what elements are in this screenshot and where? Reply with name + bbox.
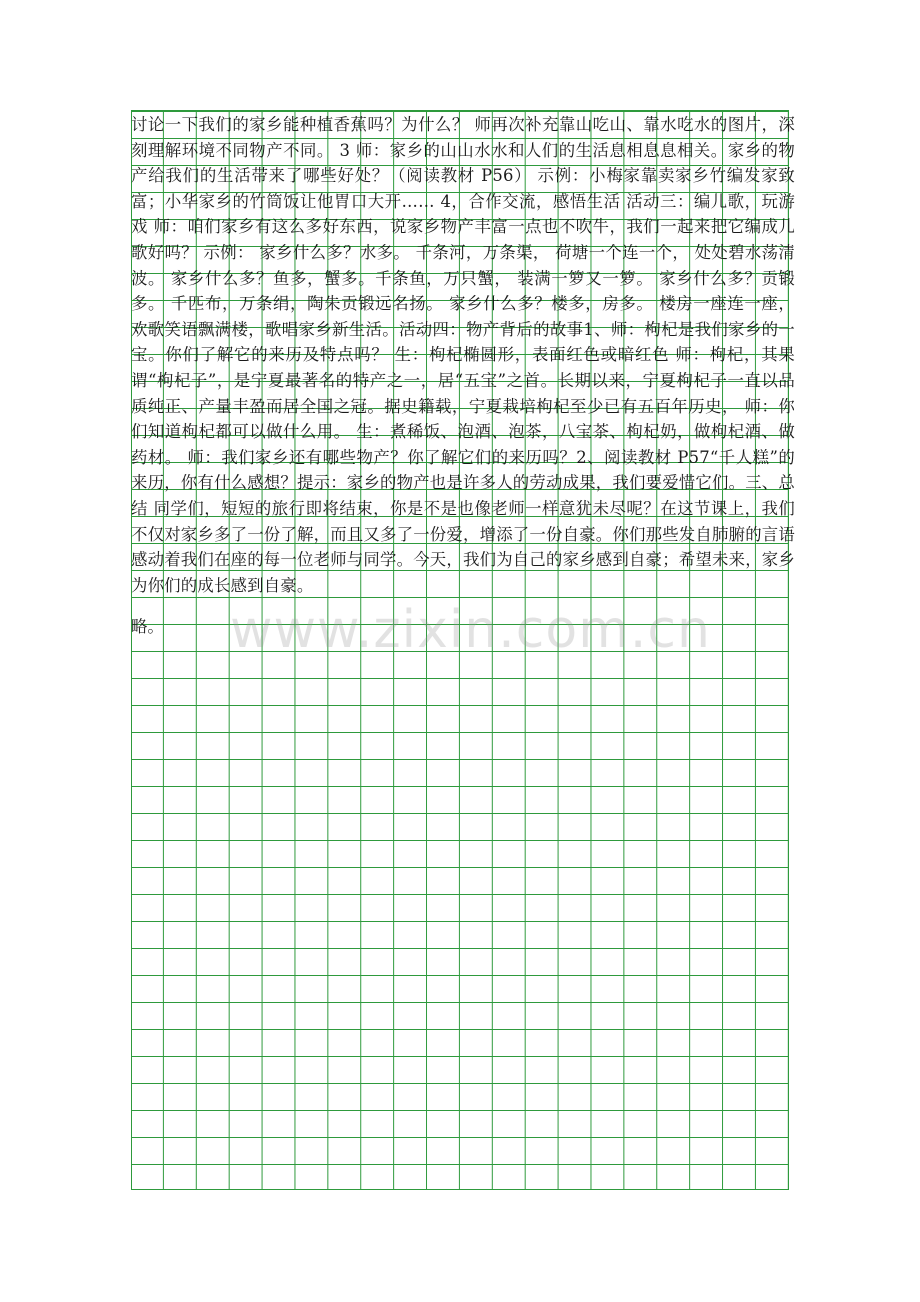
- site-watermark: www.zixin.com.cn: [230, 600, 711, 660]
- lesson-body-text: 讨论一下我们的家乡能种植香蕉吗？为什么？ 师再次补充靠山吃山、靠水吃水的图片，深刻理解环境不同物产不同。 3 师：家乡的山山水水和人们的生活息相息息相关。家乡的物产给我们的生活带来了哪些好处？（阅读教材 P56） 示例：小梅家靠卖家乡竹编发家致富；小华家乡的竹筒饭让他胃口大开…… 4，合作交流，感悟生活 活动三：编儿歌，玩游戏 师：咱们家乡有这么多好东西，说家乡物产丰富一点也不吹牛，我们一起来把它编成儿歌好吗？ 示例： 家乡什么多？水多。 千条河，万条渠， 荷塘一个连一个， 处处碧水荡清波。 家乡什么多？鱼多，蟹多。千条鱼，万只蟹， 装满一箩又一箩。 家乡什么多？贡锻多。 千匹布，万条绢，陶朱贡锻远名扬。 家乡什么多？楼多，房多。 楼房一座连一座， 欢歌笑语飘满楼，歌唱家乡新生活。活动四：物产背后的故事1、师：枸杞是我们家乡的一宝。你们了解它的来历及特点吗？ 生：枸杞椭圆形，表面红色或暗红色 师：枸杞，其果谓“枸杞子”，是宁夏最著名的特产之一，居“五宝”之首。长期以来，宁夏枸杞子一直以品质纯正、产量丰盈而居全国之冠。据史籍载，宁夏栽培枸杞至少已有五百年历史， 师：你们知道枸杞都可以做什么用。 生：煮稀饭、泡酒、泡茶，八宝茶、枸杞奶，做枸杞酒、做药材。 师：我们家乡还有哪些物产？你了解它们的来历吗？2、阅读教材 P57“千人糕”的来历，你有什么感想？提示：家乡的物产也是许多人的劳动成果，我们要爱惜它们。三、总结 同学们，短短的旅行即将结束，你是不是也像老师一样意犹未尽呢？在这节课上，我们不仅对家乡多了一份了解，而且又多了一份爱，增添了一份自豪。你们那些发自肺腑的言语感动着我们在座的每一位老师与同学。今天，我们为自己的家乡感到自豪；希望未来，家乡为你们的成长感到自豪。: [131, 115, 795, 595]
- lesson-note-text: 略。: [131, 617, 164, 636]
